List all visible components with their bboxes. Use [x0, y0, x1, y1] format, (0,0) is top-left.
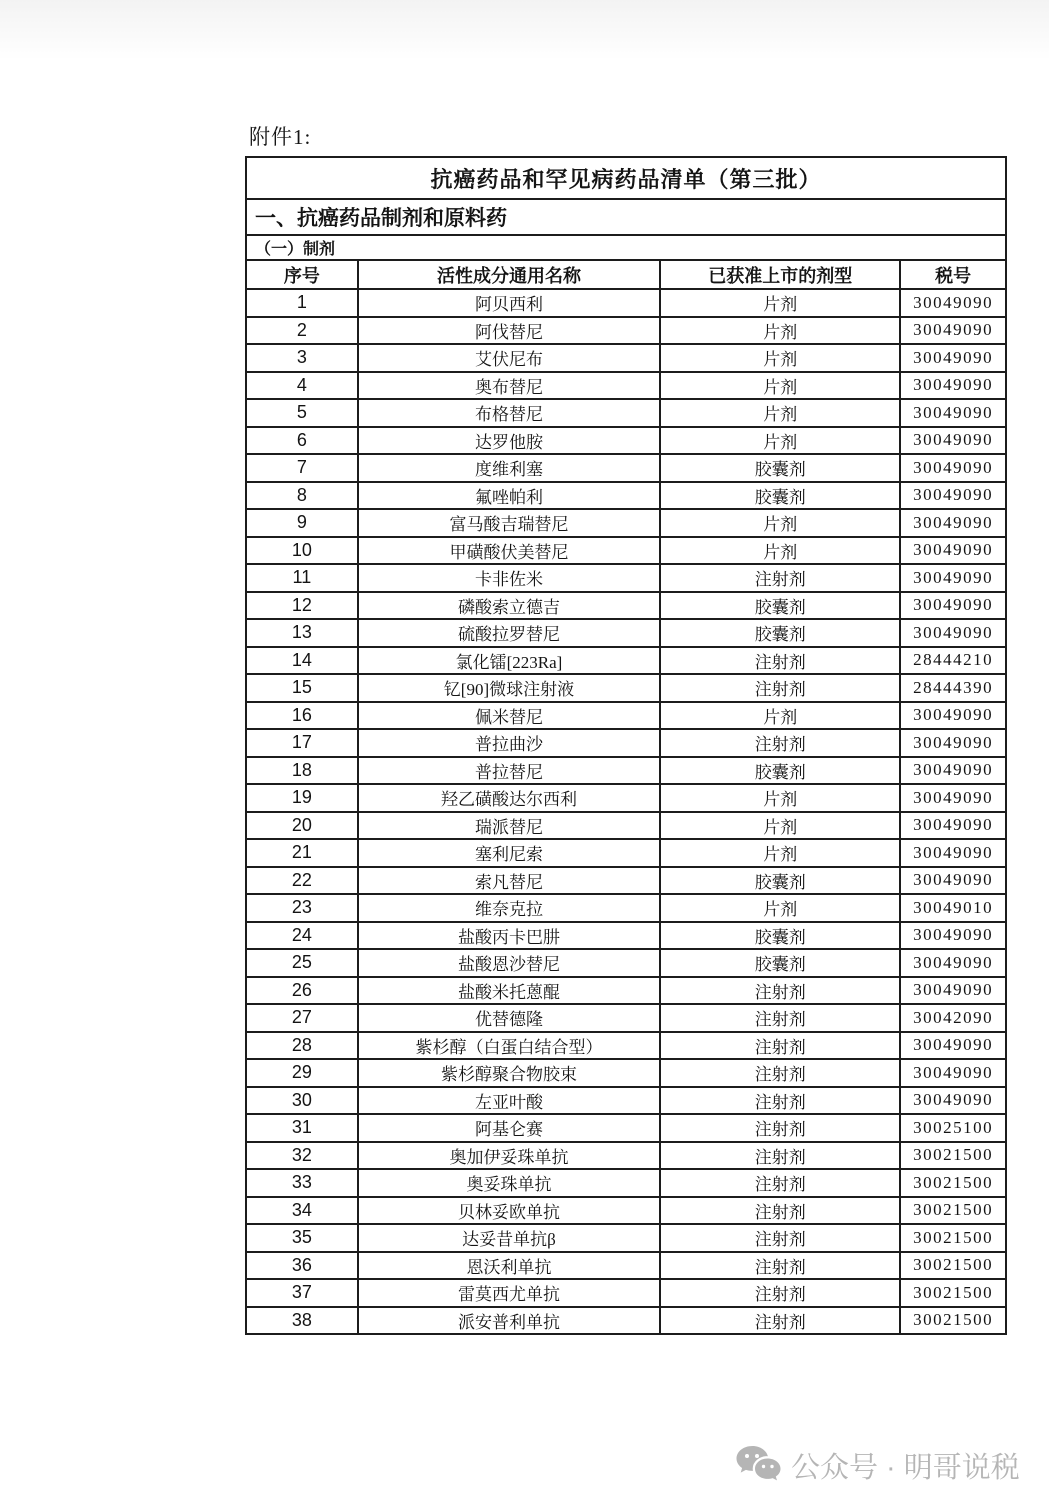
- cell-serial: 34: [246, 1197, 358, 1225]
- watermark: [735, 1444, 1020, 1486]
- section-heading: 一、抗癌药品制剂和原料药: [246, 199, 1006, 235]
- cell-form: 片剂: [660, 427, 900, 455]
- cell-hs-code: 30049090: [900, 427, 1006, 455]
- table-row: [246, 867, 1006, 895]
- cell-hs-code: 30021500: [900, 1169, 1006, 1197]
- cell-name: 阿伐替尼: [358, 317, 660, 345]
- table-row: [246, 619, 1006, 647]
- section-heading-row: [246, 199, 1006, 235]
- subsection-heading: （一）制剂: [246, 235, 1006, 260]
- cell-hs-code: 30021500: [900, 1224, 1006, 1252]
- table-row: [246, 289, 1006, 317]
- table-row: [246, 344, 1006, 372]
- cell-serial: 32: [246, 1142, 358, 1170]
- cell-serial: 31: [246, 1114, 358, 1142]
- column-header-row: [246, 260, 1006, 289]
- cell-hs-code: 30021500: [900, 1252, 1006, 1280]
- table-title-row: [246, 157, 1006, 199]
- cell-hs-code: 30049090: [900, 812, 1006, 840]
- cell-name: 阿基仑赛: [358, 1114, 660, 1142]
- cell-name: 紫杉醇（白蛋白结合型）: [358, 1032, 660, 1060]
- cell-serial: 33: [246, 1169, 358, 1197]
- cell-hs-code: 30021500: [900, 1307, 1006, 1335]
- cell-form: 注射剂: [660, 729, 900, 757]
- cell-name: 贝林妥欧单抗: [358, 1197, 660, 1225]
- cell-form: 片剂: [660, 537, 900, 565]
- cell-serial: 15: [246, 674, 358, 702]
- cell-name: 阿贝西利: [358, 289, 660, 317]
- cell-name: 硫酸拉罗替尼: [358, 619, 660, 647]
- cell-form: 注射剂: [660, 674, 900, 702]
- cell-name: 优替德隆: [358, 1004, 660, 1032]
- cell-form: 注射剂: [660, 1307, 900, 1335]
- column-header-name: 活性成分通用名称: [358, 260, 660, 289]
- cell-hs-code: 30049090: [900, 564, 1006, 592]
- cell-serial: 20: [246, 812, 358, 840]
- cell-form: 片剂: [660, 399, 900, 427]
- drug-list-table: [245, 156, 1007, 1335]
- cell-name: 恩沃利单抗: [358, 1252, 660, 1280]
- cell-form: 胶囊剂: [660, 454, 900, 482]
- cell-serial: 5: [246, 399, 358, 427]
- cell-form: 片剂: [660, 812, 900, 840]
- cell-form: 片剂: [660, 344, 900, 372]
- subsection-heading-row: [246, 235, 1006, 260]
- cell-serial: 27: [246, 1004, 358, 1032]
- table-row: [246, 674, 1006, 702]
- cell-serial: 4: [246, 372, 358, 400]
- cell-name: 钇[90]微球注射液: [358, 674, 660, 702]
- cell-form: 片剂: [660, 317, 900, 345]
- cell-hs-code: 30049010: [900, 894, 1006, 922]
- table-row: [246, 372, 1006, 400]
- cell-name: 塞利尼索: [358, 839, 660, 867]
- table-row: [246, 1169, 1006, 1197]
- table-row: [246, 702, 1006, 730]
- cell-hs-code: 30049090: [900, 839, 1006, 867]
- cell-serial: 14: [246, 647, 358, 675]
- cell-form: 片剂: [660, 894, 900, 922]
- cell-name: 奥布替尼: [358, 372, 660, 400]
- cell-hs-code: 30049090: [900, 784, 1006, 812]
- table-row: [246, 1197, 1006, 1225]
- table-row: [246, 1004, 1006, 1032]
- cell-serial: 1: [246, 289, 358, 317]
- column-header-serial: 序号: [246, 260, 358, 289]
- cell-form: 胶囊剂: [660, 922, 900, 950]
- cell-name: 布格替尼: [358, 399, 660, 427]
- cell-form: 注射剂: [660, 1197, 900, 1225]
- cell-name: 佩米替尼: [358, 702, 660, 730]
- cell-form: 胶囊剂: [660, 757, 900, 785]
- table-row: [246, 1252, 1006, 1280]
- cell-name: 派安普利单抗: [358, 1307, 660, 1335]
- cell-form: 注射剂: [660, 1169, 900, 1197]
- table-row: [246, 1059, 1006, 1087]
- table-row: [246, 839, 1006, 867]
- cell-hs-code: 30049090: [900, 482, 1006, 510]
- table-row: [246, 1087, 1006, 1115]
- cell-serial: 17: [246, 729, 358, 757]
- cell-hs-code: 30049090: [900, 619, 1006, 647]
- cell-hs-code: 30049090: [900, 977, 1006, 1005]
- cell-name: 盐酸恩沙替尼: [358, 949, 660, 977]
- cell-hs-code: 30049090: [900, 702, 1006, 730]
- cell-name: 达罗他胺: [358, 427, 660, 455]
- cell-hs-code: 30049090: [900, 1032, 1006, 1060]
- table-row: [246, 922, 1006, 950]
- cell-hs-code: 30049090: [900, 537, 1006, 565]
- table-row: [246, 1032, 1006, 1060]
- cell-hs-code: 30049090: [900, 757, 1006, 785]
- cell-form: 片剂: [660, 784, 900, 812]
- table-row: [246, 812, 1006, 840]
- cell-name: 富马酸吉瑞替尼: [358, 509, 660, 537]
- cell-form: 胶囊剂: [660, 482, 900, 510]
- cell-hs-code: 30049090: [900, 592, 1006, 620]
- cell-serial: 7: [246, 454, 358, 482]
- cell-name: 度维利塞: [358, 454, 660, 482]
- cell-serial: 16: [246, 702, 358, 730]
- cell-hs-code: 30049090: [900, 509, 1006, 537]
- cell-form: 胶囊剂: [660, 867, 900, 895]
- wechat-icon: [735, 1444, 781, 1486]
- cell-serial: 25: [246, 949, 358, 977]
- cell-serial: 23: [246, 894, 358, 922]
- cell-serial: 38: [246, 1307, 358, 1335]
- cell-name: 卡非佐米: [358, 564, 660, 592]
- table-row: [246, 1224, 1006, 1252]
- cell-hs-code: 30049090: [900, 454, 1006, 482]
- cell-name: 雷莫西尤单抗: [358, 1279, 660, 1307]
- cell-name: 盐酸米托蒽醌: [358, 977, 660, 1005]
- cell-serial: 30: [246, 1087, 358, 1115]
- cell-hs-code: 30049090: [900, 289, 1006, 317]
- table-row: [246, 399, 1006, 427]
- cell-serial: 37: [246, 1279, 358, 1307]
- cell-name: 索凡替尼: [358, 867, 660, 895]
- cell-hs-code: 30021500: [900, 1197, 1006, 1225]
- cell-hs-code: 30021500: [900, 1142, 1006, 1170]
- cell-form: 注射剂: [660, 1004, 900, 1032]
- table-title: 抗癌药品和罕见病药品清单（第三批）: [246, 157, 1006, 199]
- cell-hs-code: 30049090: [900, 399, 1006, 427]
- cell-name: 甲磺酸伏美替尼: [358, 537, 660, 565]
- cell-form: 注射剂: [660, 1114, 900, 1142]
- cell-name: 左亚叶酸: [358, 1087, 660, 1115]
- table-row: [246, 894, 1006, 922]
- table-row: [246, 977, 1006, 1005]
- table-row: [246, 482, 1006, 510]
- cell-form: 注射剂: [660, 977, 900, 1005]
- cell-name: 氟唑帕利: [358, 482, 660, 510]
- table-row: [246, 1307, 1006, 1335]
- table-row: [246, 784, 1006, 812]
- cell-hs-code: 30021500: [900, 1279, 1006, 1307]
- cell-serial: 36: [246, 1252, 358, 1280]
- cell-hs-code: 30049090: [900, 1059, 1006, 1087]
- table-row: [246, 729, 1006, 757]
- cell-form: 胶囊剂: [660, 619, 900, 647]
- cell-hs-code: 30049090: [900, 1087, 1006, 1115]
- cell-serial: 8: [246, 482, 358, 510]
- cell-name: 奥妥珠单抗: [358, 1169, 660, 1197]
- table-row: [246, 949, 1006, 977]
- cell-serial: 3: [246, 344, 358, 372]
- cell-name: 紫杉醇聚合物胶束: [358, 1059, 660, 1087]
- table-row: [246, 1279, 1006, 1307]
- cell-hs-code: 28444390: [900, 674, 1006, 702]
- cell-form: 注射剂: [660, 1252, 900, 1280]
- cell-form: 注射剂: [660, 1032, 900, 1060]
- cell-form: 注射剂: [660, 1059, 900, 1087]
- cell-form: 注射剂: [660, 1224, 900, 1252]
- cell-serial: 29: [246, 1059, 358, 1087]
- cell-serial: 10: [246, 537, 358, 565]
- cell-form: 注射剂: [660, 1087, 900, 1115]
- cell-hs-code: 30049090: [900, 949, 1006, 977]
- cell-form: 片剂: [660, 509, 900, 537]
- cell-name: 盐酸丙卡巴肼: [358, 922, 660, 950]
- table-row: [246, 647, 1006, 675]
- cell-name: 氯化镭[223Ra]: [358, 647, 660, 675]
- cell-form: 片剂: [660, 289, 900, 317]
- cell-serial: 2: [246, 317, 358, 345]
- cell-serial: 26: [246, 977, 358, 1005]
- cell-name: 奥加伊妥珠单抗: [358, 1142, 660, 1170]
- cell-serial: 19: [246, 784, 358, 812]
- cell-form: 片剂: [660, 839, 900, 867]
- cell-name: 瑞派替尼: [358, 812, 660, 840]
- cell-form: 注射剂: [660, 1279, 900, 1307]
- cell-hs-code: 30049090: [900, 922, 1006, 950]
- attachment-label: 附件1:: [249, 125, 312, 149]
- table-row: [246, 1142, 1006, 1170]
- table-row: [246, 1114, 1006, 1142]
- cell-name: 磷酸索立德吉: [358, 592, 660, 620]
- cell-name: 普拉曲沙: [358, 729, 660, 757]
- cell-serial: 13: [246, 619, 358, 647]
- cell-hs-code: 30049090: [900, 867, 1006, 895]
- cell-form: 注射剂: [660, 564, 900, 592]
- cell-serial: 21: [246, 839, 358, 867]
- watermark-text: 公众号 · 明哥说税: [791, 1451, 1020, 1484]
- table-row: [246, 757, 1006, 785]
- cell-serial: 18: [246, 757, 358, 785]
- table-row: [246, 317, 1006, 345]
- cell-form: 胶囊剂: [660, 592, 900, 620]
- cell-name: 羟乙磺酸达尔西利: [358, 784, 660, 812]
- cell-name: 维奈克拉: [358, 894, 660, 922]
- cell-serial: 6: [246, 427, 358, 455]
- cell-name: 艾伏尼布: [358, 344, 660, 372]
- cell-name: 普拉替尼: [358, 757, 660, 785]
- cell-serial: 12: [246, 592, 358, 620]
- table-row: [246, 454, 1006, 482]
- cell-serial: 35: [246, 1224, 358, 1252]
- cell-serial: 22: [246, 867, 358, 895]
- cell-form: 片剂: [660, 702, 900, 730]
- cell-hs-code: 30025100: [900, 1114, 1006, 1142]
- table-row: [246, 537, 1006, 565]
- table-row: [246, 592, 1006, 620]
- cell-hs-code: 30049090: [900, 344, 1006, 372]
- table-row: [246, 509, 1006, 537]
- table-row: [246, 564, 1006, 592]
- cell-form: 胶囊剂: [660, 949, 900, 977]
- cell-serial: 11: [246, 564, 358, 592]
- cell-form: 片剂: [660, 372, 900, 400]
- cell-hs-code: 28444210: [900, 647, 1006, 675]
- cell-form: 注射剂: [660, 647, 900, 675]
- table-body: [246, 289, 1006, 1334]
- table-row: [246, 427, 1006, 455]
- cell-form: 注射剂: [660, 1142, 900, 1170]
- column-header-form: 已获准上市的剂型: [660, 260, 900, 289]
- page-top-shade: [0, 0, 1049, 60]
- column-header-hs-code: 税号: [900, 260, 1006, 289]
- cell-hs-code: 30042090: [900, 1004, 1006, 1032]
- cell-hs-code: 30049090: [900, 729, 1006, 757]
- cell-serial: 9: [246, 509, 358, 537]
- cell-name: 达妥昔单抗β: [358, 1224, 660, 1252]
- cell-serial: 24: [246, 922, 358, 950]
- cell-hs-code: 30049090: [900, 372, 1006, 400]
- cell-serial: 28: [246, 1032, 358, 1060]
- cell-hs-code: 30049090: [900, 317, 1006, 345]
